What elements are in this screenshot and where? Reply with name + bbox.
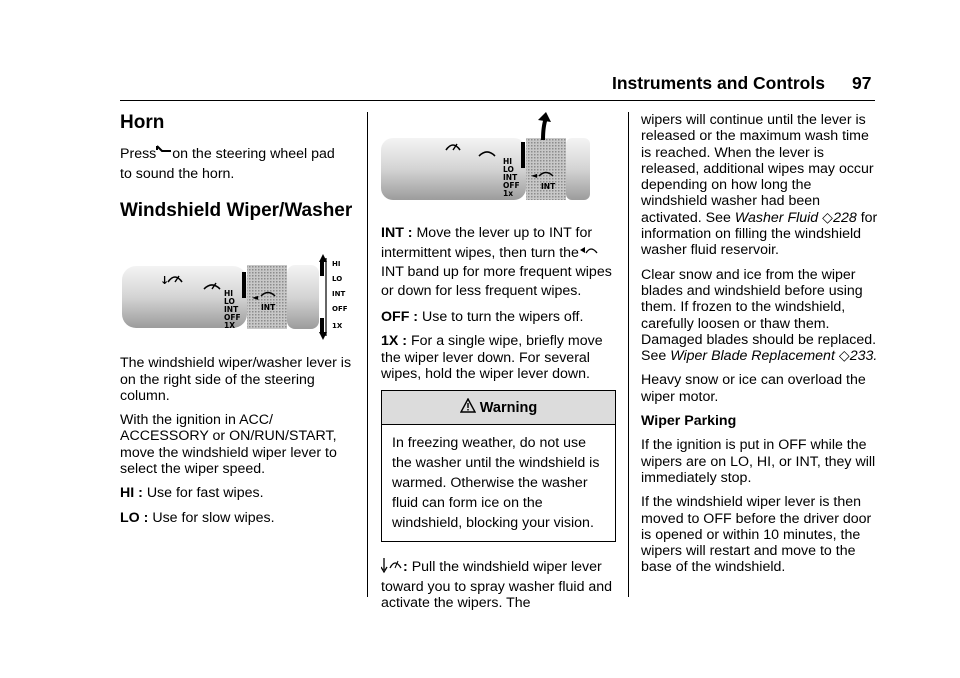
hi-term: HI :	[120, 485, 143, 502]
washer-spray-icon	[381, 556, 403, 578]
onex-term: 1X :	[381, 333, 408, 350]
svg-text:◄: ◄	[252, 293, 259, 303]
lever-tip	[287, 265, 319, 329]
wiper-blade-page: 233.	[849, 348, 878, 365]
column-3	[641, 112, 881, 584]
wiper-parking-heading: Wiper Parking	[641, 413, 737, 430]
lever-label-lo: LO	[224, 297, 235, 307]
parking-para1: If the ignition is put in OFF while the wipers are on LO, HI, or INT, they will immediately stop.	[641, 437, 876, 486]
warning-text: In freezing weather, do not use the washer until the windshield is warmed. Otherwise the washer fluid can form ice on the windshield, blocking your vision.	[392, 435, 600, 532]
horn-text-before: Press	[120, 146, 157, 162]
off-text: Use to turn the wipers off.	[422, 309, 584, 325]
parking-para2: If the windshield wiper lever is then moved to OFF before the driver door is opened or within 10 minutes, the wipers will restart and move to the base of the windshield.	[641, 494, 872, 576]
side-label-int: INT	[332, 290, 346, 299]
column-divider	[628, 112, 629, 597]
svg-text:↓: ↓	[160, 274, 170, 288]
wiper-heading: Windshield Wiper/Washer	[120, 200, 353, 222]
page-ref-icon: ◇	[822, 209, 834, 226]
int-up-arrow	[543, 118, 546, 140]
svg-text:INT: INT	[541, 182, 556, 191]
wiper-int-illustration	[381, 112, 616, 212]
spray-term: :	[403, 559, 408, 576]
svg-text:LO: LO	[503, 165, 514, 174]
p1-text-b: for information on filling the windshield washer fluid reservoir.	[641, 209, 878, 259]
column-2	[381, 112, 616, 619]
spray-text: Pull the windshield wiper lever toward you to spray washer fluid and activate the wipers. The	[381, 559, 613, 612]
wiper-para1: The windshield wiper/washer lever is on the right side of the steering column.	[120, 355, 352, 404]
lever-band-int: INT	[261, 303, 276, 313]
wiper-blade-link[interactable]: Wiper Blade Replacement	[670, 348, 835, 365]
page-number: 97	[852, 73, 872, 93]
column-1	[120, 112, 360, 534]
side-label-off: OFF	[332, 305, 348, 314]
washer-fluid-page: 228	[833, 209, 857, 226]
page-ref-icon: ◇	[838, 348, 850, 365]
column-divider	[367, 112, 368, 597]
horn-text	[120, 144, 360, 184]
off-def	[381, 309, 616, 325]
int-band-icon	[579, 243, 599, 263]
p1-text-a: wipers will continue until the lever is released or the maximum wash time is reached. When the lever is released, additional wipes may occur depending on how long the windshield washer had been activated. See	[641, 112, 874, 226]
lever-label-1x: 1X	[224, 321, 236, 331]
lever-label-int: INT	[224, 305, 239, 315]
side-label-1x: 1X	[332, 322, 343, 331]
washer-continue-para	[641, 112, 881, 259]
warning-icon	[460, 398, 476, 418]
onex-def	[381, 333, 616, 382]
int-term: INT :	[381, 225, 413, 241]
horn-heading: Horn	[120, 112, 165, 133]
washer-fluid-link[interactable]: Washer Fluid	[734, 209, 819, 226]
warning-header	[382, 391, 615, 425]
horn-icon	[156, 144, 172, 164]
svg-text:HI: HI	[503, 157, 513, 166]
wiper-hi-def	[120, 485, 360, 501]
section-title: Instruments and Controls	[612, 73, 825, 93]
wiper-lo-def	[120, 510, 360, 526]
int-def	[381, 224, 616, 301]
svg-text:OFF: OFF	[503, 181, 520, 190]
int-text-b: INT band up for more frequent wipes or down for less frequent wipes.	[381, 264, 612, 299]
wiper-int-drawing	[381, 112, 596, 212]
svg-text:1x: 1x	[503, 189, 514, 198]
lo-term: LO :	[120, 509, 149, 526]
lo-text: Use for slow wipes.	[152, 509, 275, 526]
side-label-lo: LO	[332, 275, 343, 284]
wiper-lever-illustration	[120, 248, 360, 343]
horn-text-after: on the steering wheel pad	[172, 146, 335, 162]
off-term: OFF :	[381, 309, 419, 325]
horn-text-line2: to sound the horn.	[120, 166, 235, 183]
wiper-lever-drawing	[120, 248, 360, 343]
int-text-a: Move the lever up to INT for intermittent wipes, then turn the	[381, 225, 593, 261]
svg-text:◄: ◄	[531, 171, 538, 180]
heavy-snow-para: Heavy snow or ice can overload the wiper motor.	[641, 372, 866, 405]
lever-label-hi: HI	[224, 289, 234, 299]
snow-para	[641, 267, 881, 365]
p2-text-a: Clear snow and ice from the wiper blades and windshield before using them. If frozen to the windshield, carefully loosen or thaw them. Damaged blades should be replaced. See	[641, 266, 877, 365]
lever-label-off: OFF	[224, 313, 241, 323]
header-rule	[120, 100, 875, 101]
side-label-hi: HI	[332, 260, 341, 269]
svg-text:INT: INT	[503, 173, 518, 182]
warning-title: Warning	[479, 400, 538, 417]
hi-text: Use for fast wipes.	[146, 485, 264, 502]
warning-box	[381, 390, 616, 542]
spray-def	[381, 556, 616, 611]
onex-text: For a single wipe, briefly move the wiper lever down. For several wipes, hold the wiper lever down.	[381, 333, 603, 382]
wiper-para2: With the ignition in ACC/ ACCESSORY or ON/RUN/START, move the windshield wiper lever to select the wiper speed.	[120, 412, 337, 478]
